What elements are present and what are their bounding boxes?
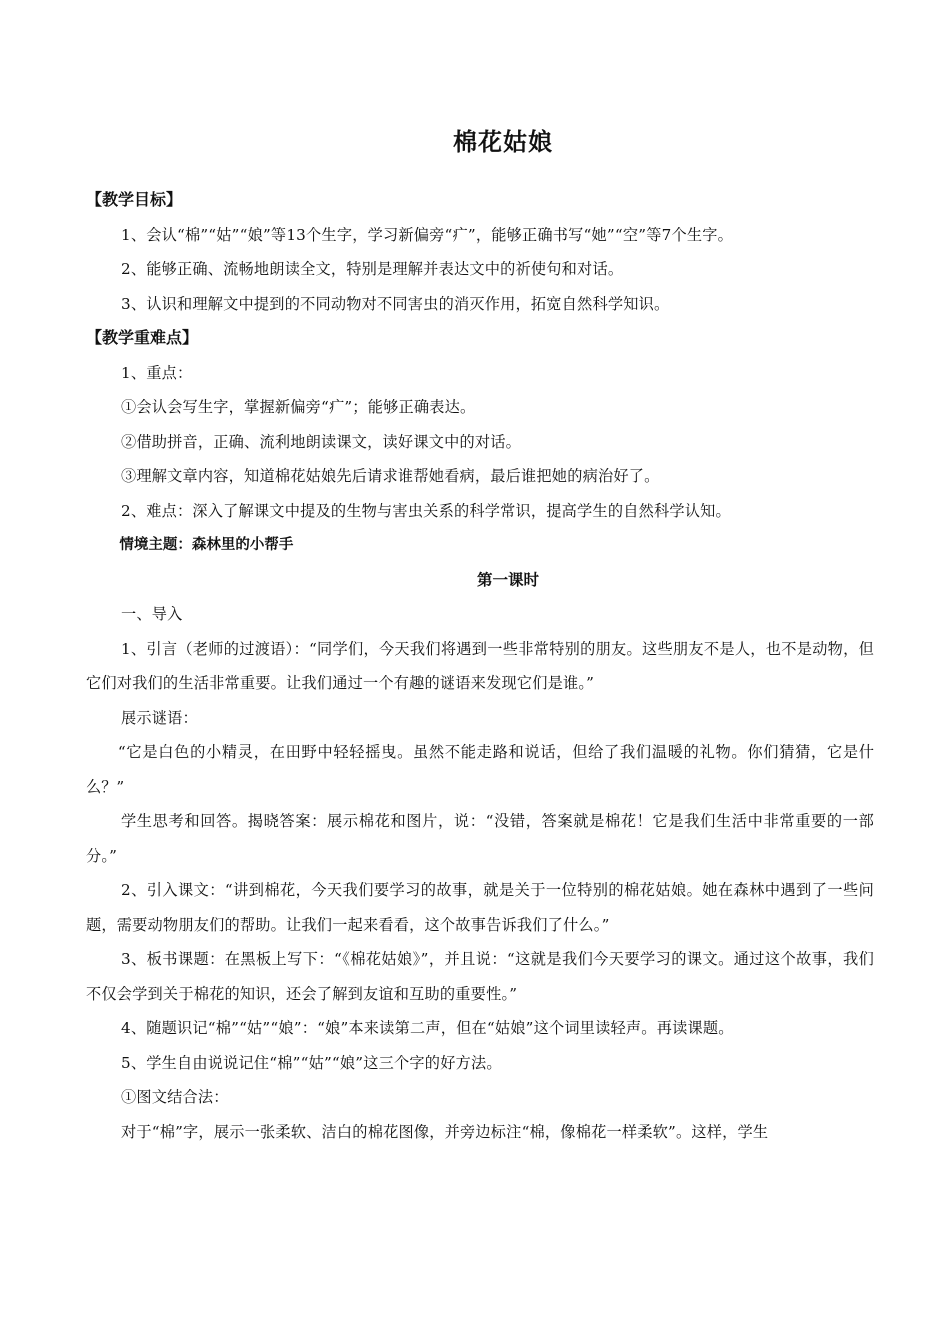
method-1-label: ①图文结合法： — [120, 1088, 229, 1106]
focus-item-2: ②借助拼音，正确、流利地朗读课文，读好课文中的对话。 — [120, 432, 522, 451]
method-1-text: 对于“棉”字，展示一张柔软、洁白的棉花图像，并旁边标注“棉，像棉花一样柔软”。这样，学生 — [120, 1122, 769, 1141]
part-title: 一、导入 — [120, 605, 183, 623]
answer-paragraph: 学生思考和回答。揭晓答案：展示棉花和图片，说：“没错，答案就是棉花！它是我们生活中非常重要的一部分。” — [86, 812, 874, 865]
step-3-paragraph: 3、板书课题：在黑板上写下：“《棉花姑娘》”，并且说：“这就是我们今天要学习的课文。通过这个故事，我们不仅会学到关于棉花的知识，还会了解到友谊和互助的重要性。” — [86, 950, 874, 1003]
step-4-paragraph: 4、随题识记“棉”“姑”“娘”：“娘”本来读第二声，但在“姑娘”这个词里读轻声。再读课题。 — [120, 1019, 734, 1037]
focus-label: 1、重点： — [120, 363, 193, 382]
riddle-label: 展示谜语： — [120, 708, 198, 727]
key-points-heading: 【教学重难点】 — [86, 328, 199, 347]
objective-item-1: 1、会认“棉”“姑”“娘”等13个生字，学习新偏旁“疒”，能够正确书写“她”“空”等7个生字。 — [120, 225, 733, 244]
document-title: 棉花姑娘 — [453, 128, 553, 156]
objectives-heading: 【教学目标】 — [86, 190, 183, 209]
theme-line: 情境主题：森林里的小帮手 — [119, 537, 294, 553]
objective-item-3: 3、认识和理解文中提到的不同动物对不同害虫的消灭作用，拓宽自然科学知识。 — [120, 294, 670, 313]
document-body — [86, 183, 874, 1149]
step-5-paragraph: 5、学生自由说说记住“棉”“姑”“娘”这三个字的好方法。 — [120, 1053, 502, 1072]
objective-item-2: 2、能够正确、流畅地朗读全文，特别是理解并表达文中的祈使句和对话。 — [120, 260, 624, 278]
focus-item-1: ①会认会写生字，掌握新偏旁“疒”；能够正确表达。 — [120, 398, 476, 416]
focus-item-3: ③理解文章内容，知道棉花姑娘先后请求谁帮她看病，最后谁把她的病治好了。 — [120, 467, 660, 485]
intro-paragraph: 1、引言（老师的过渡语）：“同学们，今天我们将遇到一些非常特别的朋友。这些朋友不是人，也不是动物，但它们对我们的生活非常重要。让我们通过一个有趣的谜语来发现它们是谁。” — [86, 639, 874, 692]
difficulty-point: 2、难点：深入了解课文中提及的生物与害虫关系的科学常识，提高学生的自然科学认知。 — [120, 501, 731, 520]
lesson-heading: 第一课时 — [476, 570, 539, 589]
riddle-text: “它是白色的小精灵，在田野中轻轻摇曳。虽然不能走路和说话，但给了我们温暖的礼物。你们猜猜，它是什么？” — [86, 743, 874, 796]
step-2-paragraph: 2、引入课文：“讲到棉花，今天我们要学习的故事，就是关于一位特别的棉花姑娘。她在森林中遇到了一些问题，需要动物朋友们的帮助。让我们一起来看看，这个故事告诉我们了什么。” — [86, 881, 874, 934]
